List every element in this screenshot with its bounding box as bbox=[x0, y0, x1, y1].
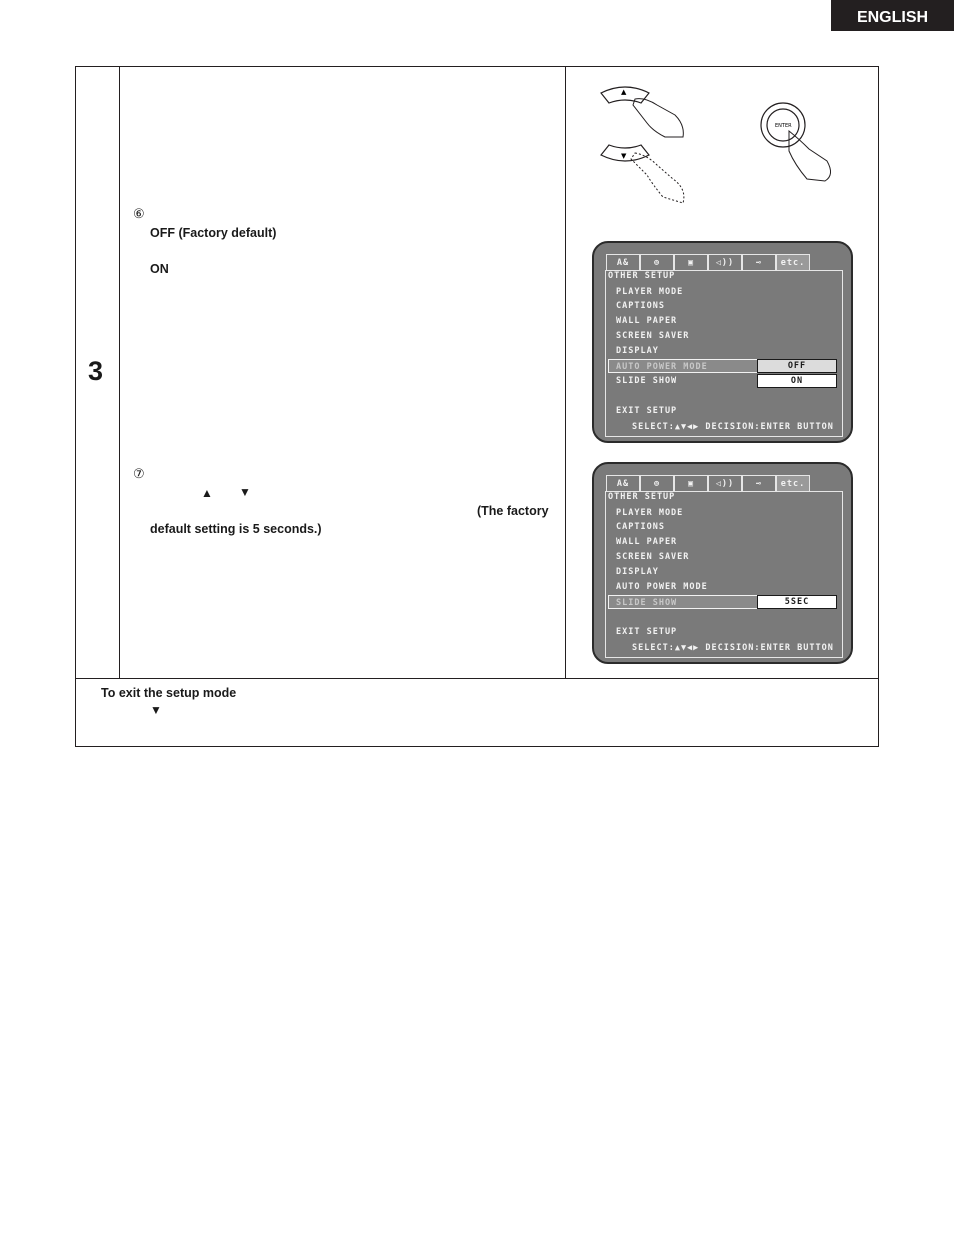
osd-hint: SELECT:▲▼◀▶ DECISION:ENTER BUTTON bbox=[632, 422, 834, 432]
factory-note-line-2: default setting is 5 seconds.) bbox=[150, 522, 322, 536]
disc-tab-icon: ⊚ bbox=[640, 254, 674, 270]
up-arrow-symbol: ▲ bbox=[201, 486, 213, 500]
osd-menu-item-selected: SLIDE SHOW bbox=[616, 598, 678, 608]
osd-screen-auto-power bbox=[592, 241, 853, 443]
remote-buttons-illustration bbox=[595, 75, 845, 210]
osd-option-on: ON bbox=[757, 374, 837, 388]
osd-exit-setup: EXIT SETUP bbox=[616, 627, 678, 637]
down-button-glyph: ▼ bbox=[621, 152, 627, 160]
osd-menu-item-selected: AUTO POWER MODE bbox=[616, 362, 708, 372]
key-tab-icon: ⊸ bbox=[742, 475, 776, 491]
osd-menu-item: WALL PAPER bbox=[616, 537, 678, 547]
step-column-divider bbox=[119, 67, 120, 679]
footer-divider bbox=[76, 678, 878, 679]
osd-section-title: OTHER SETUP bbox=[608, 492, 676, 502]
osd-menu-item: PLAYER MODE bbox=[616, 287, 684, 297]
osd-menu-item: PLAYER MODE bbox=[616, 508, 684, 518]
osd-menu-item: CAPTIONS bbox=[616, 522, 665, 532]
up-button-glyph: ▲ bbox=[621, 88, 627, 96]
option-on-label: ON bbox=[150, 262, 169, 276]
language-tab-icon: A& bbox=[606, 475, 640, 491]
osd-menu-item: AUTO POWER MODE bbox=[616, 582, 708, 592]
osd-exit-setup: EXIT SETUP bbox=[616, 406, 678, 416]
osd-tab-bar bbox=[606, 254, 810, 270]
enter-button-label: ENTER bbox=[775, 123, 792, 129]
osd-tab-bar bbox=[606, 475, 810, 491]
factory-note-line-1: (The factory bbox=[477, 504, 549, 518]
osd-menu-item: SLIDE SHOW bbox=[616, 376, 678, 386]
exit-setup-title: To exit the setup mode bbox=[101, 686, 237, 700]
disc-tab-icon: ⊚ bbox=[640, 475, 674, 491]
exit-down-symbol: ▼ bbox=[150, 703, 162, 717]
osd-menu-item: CAPTIONS bbox=[616, 301, 665, 311]
etc-tab-icon: etc. bbox=[776, 475, 810, 491]
language-tab-icon: A& bbox=[606, 254, 640, 270]
osd-slide-show-value: 5SEC bbox=[757, 595, 837, 609]
osd-menu-item: DISPLAY bbox=[616, 567, 659, 577]
osd-menu-item: DISPLAY bbox=[616, 346, 659, 356]
down-arrow-symbol: ▼ bbox=[239, 485, 251, 499]
osd-option-off: OFF bbox=[757, 359, 837, 373]
osd-hint: SELECT:▲▼◀▶ DECISION:ENTER BUTTON bbox=[632, 643, 834, 653]
language-tab: ENGLISH bbox=[831, 0, 954, 31]
etc-tab-icon: etc. bbox=[776, 254, 810, 270]
osd-menu-item: WALL PAPER bbox=[616, 316, 678, 326]
osd-menu-item: SCREEN SAVER bbox=[616, 552, 690, 562]
audio-tab-icon: ◁)) bbox=[708, 254, 742, 270]
osd-section-title: OTHER SETUP bbox=[608, 271, 676, 281]
osd-menu-item: SCREEN SAVER bbox=[616, 331, 690, 341]
figure-column-divider bbox=[565, 67, 566, 679]
option-off-label: OFF (Factory default) bbox=[150, 226, 277, 240]
key-tab-icon: ⊸ bbox=[742, 254, 776, 270]
item-7-marker: ⑦ bbox=[133, 466, 145, 481]
video-tab-icon: ▣ bbox=[674, 254, 708, 270]
osd-screen-slide-show bbox=[592, 462, 853, 664]
step-number: 3 bbox=[88, 356, 104, 386]
item-6-marker: ⑥ bbox=[133, 206, 145, 221]
video-tab-icon: ▣ bbox=[674, 475, 708, 491]
audio-tab-icon: ◁)) bbox=[708, 475, 742, 491]
